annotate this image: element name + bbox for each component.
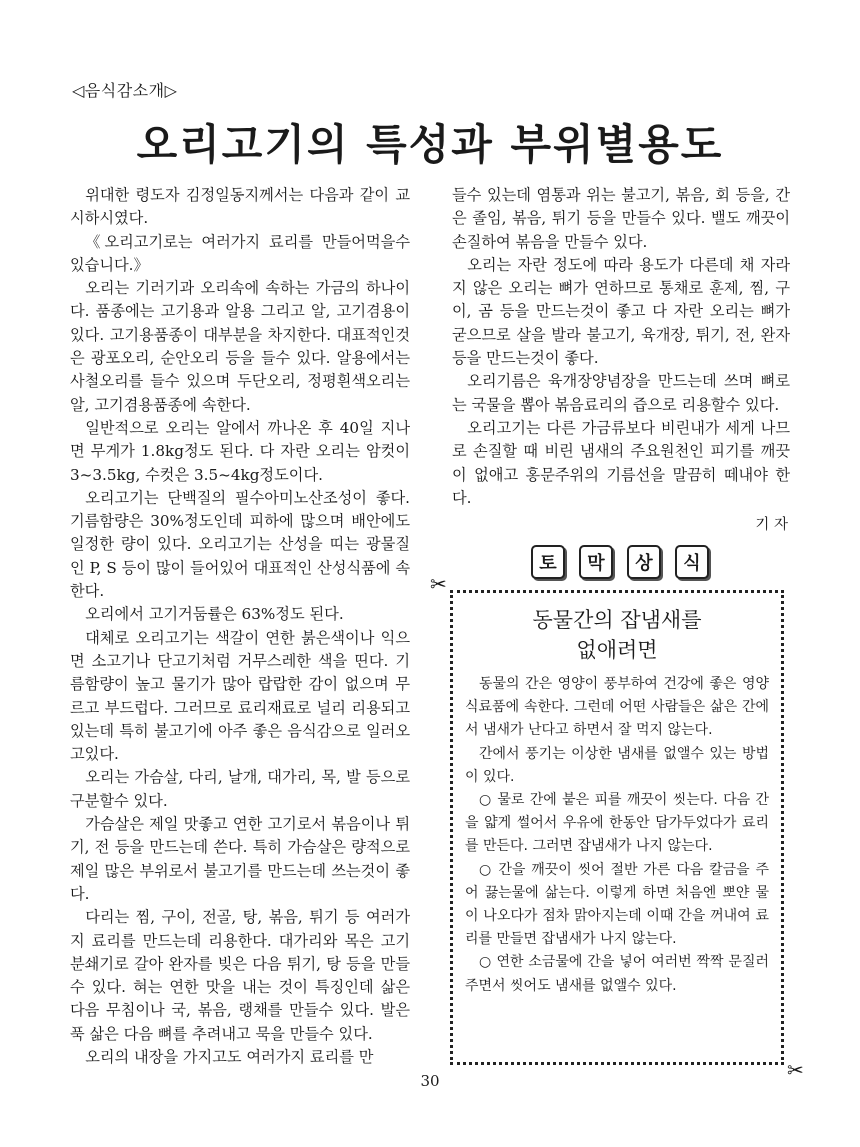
article-paragraph: 오리에서 고기거둠률은 63%정도 된다.: [85, 605, 344, 624]
tip-paragraph: ○ 간을 깨끗이 씻어 절반 가른 다음 칼금을 주어 끓는물에 삶는다. 이렇게 하면 처음엔 뽀얀 물이 나오다가 점차 맑아지는데 이때 간을 꺼내여 료리를 만들면 잡냄새가 나지 않는다.: [465, 861, 769, 948]
badge: 막: [579, 545, 613, 579]
left-column: [70, 184, 410, 1069]
badge: 식: [675, 545, 709, 579]
tip-box-body: [465, 673, 769, 998]
article-paragraph: 오리는 가슴살, 다리, 날개, 대가리, 목, 발 등으로 구분할수 있다.: [70, 768, 410, 810]
article-paragraph: 오리의 내장을 가지고도 여러가지 료리를 만: [85, 1047, 374, 1066]
article-paragraph: 가슴살은 제일 맛좋고 연한 고기로서 볶음이나 튀기, 전 등을 만드는데 쓴다. 특히 가슴살은 량적으로 제일 많은 부위로서 불고기를 만드는데 쓰는것이 좋다.: [70, 815, 410, 903]
badge: 상: [627, 545, 661, 579]
tip-badges: [531, 545, 709, 579]
tip-paragraph: 동물의 간은 영양이 풍부하여 건강에 좋은 영양식료품에 속한다. 그런데 어떤 사람들은 삶은 간에서 냄새가 난다고 하면서 잘 먹지 않는다.: [465, 676, 769, 739]
page-number: 30: [420, 1072, 440, 1090]
article-paragraph: 위대한 령도자 김정일동지께서는 다음과 같이 교시하시였다.: [70, 186, 410, 228]
article-paragraph: 오리는 자란 정도에 따라 용도가 다른데 채 자라지 않은 오리는 뼈가 연하므로 통채로 훈제, 찜, 구이, 곰 등을 만드는것이 좋고 다 자란 오리는 뼈가 굳으므로 살을 발라 불고기, 육개장, 튀기, 전, 완자 등을 만드는것이 좋다.: [452, 255, 790, 368]
scissors-icon: ✂: [787, 1058, 804, 1082]
right-column: [452, 184, 790, 537]
tip-box-title: [465, 605, 769, 665]
article-paragraph: 오리는 기러기과 오리속에 속하는 가금의 하나이다. 품종에는 고기용과 알용 그리고 알, 고기겸용이 있다. 고기용품종이 대부분을 차지한다. 대표적인것은 광포오리, 순안오리 등을 들수 있다. 알용에서는 사철오리를 들수 있으며 두단오리, 정평흰색오리는 알, 고기겸용품종에 속한다.: [70, 279, 410, 414]
article-title: 오리고기의 특성과 부위별용도: [136, 120, 724, 169]
article-paragraph: 대체로 오리고기는 색갈이 연한 붉은색이나 익으면 소고기나 단고기처럼 거무스레한 색을 띤다. 기름함량이 높고 물기가 많아 랍랍한 감이 없으며 무르고 부드럽다. 그러므로 료리재료로 널리 리용되고있는데 특히 불고기에 아주 좋은 음식감으로 일러오고있다.: [70, 628, 410, 764]
badge: 토: [531, 545, 565, 579]
article-paragraph: 오리기름은 육개장양념장을 만드는데 쓰며 뼈로는 국물을 뽑아 볶음료리의 즙으로 리용할수 있다.: [452, 372, 790, 414]
section-label: ◁음식감소개▷: [72, 81, 178, 100]
scissors-icon: ✂: [430, 572, 447, 596]
article-paragraph: 일반적으로 오리는 알에서 까나온 후 40일 지나면 무게가 1.8kg정도 된다. 다 자란 오리는 암컷이 3~3.5kg, 수컷은 3.5~4kg정도이다.: [70, 418, 410, 484]
article-paragraph: 오리고기는 단백질의 필수아미노산조성이 좋다. 기름함량은 30%정도인데 피하에 많으며 배안에도 일정한 량이 있다. 오리고기는 산성을 띠는 광물질인 P, S 등이 많이 들어있어 대표적인 산성식품에 속한다.: [70, 488, 410, 601]
tip-paragraph: ○ 연한 소금물에 간을 넣어 여러번 짝짝 문질러주면서 씻어도 냄새를 없앨수 있다.: [465, 954, 769, 994]
article-paragraph: 들수 있는데 염통과 위는 불고기, 볶음, 회 등을, 간은 졸임, 볶음, 튀기 등을 만들수 있다. 밸도 깨끗이 손질하여 볶음을 만들수 있다.: [452, 186, 790, 251]
tip-paragraph: ○ 물로 간에 붙은 피를 깨끗이 씻는다. 다음 간을 얇게 썰어서 우유에 한동안 담가두었다가 료리를 만든다. 그러면 잡냄새가 나지 않는다.: [465, 792, 769, 855]
article-paragraph: 다리는 찜, 구이, 전골, 탕, 볶음, 튀기 등 여러가지 료리를 만드는데 리용한다. 대가리와 목은 고기분쇄기로 갈아 완자를 빚은 다음 튀기, 탕 등을 만들수 있다. 혀는 연한 맛을 내는 것이 특징인데 삶은 다음 무침이나 국, 볶음, 랭채를 만들수 있다. 발은 푹 삶은 다음 뼈를 추려내고 묵을 만들수 있다.: [70, 908, 410, 1043]
article-paragraph: 오리고기는 다른 가금류보다 비린내가 세게 나므로 손질할 때 비린 냄새의 주요원천인 피기를 깨끗이 없애고 홍문주위의 기름선을 말끔히 떼내야 한다.: [452, 418, 790, 507]
author: 기 자: [755, 517, 788, 534]
tip-box: [450, 590, 784, 1065]
tip-title-line: 동물간의 잡냄새를: [532, 608, 702, 632]
tip-paragraph: 간에서 풍기는 이상한 냄새를 없앨수 있는 방법이 있다.: [465, 745, 769, 785]
article-paragraph: 《오리고기로는 여러가지 료리를 만들어먹을수 있습니다.》: [70, 232, 410, 274]
tip-title-line: 없애려면: [576, 638, 658, 662]
